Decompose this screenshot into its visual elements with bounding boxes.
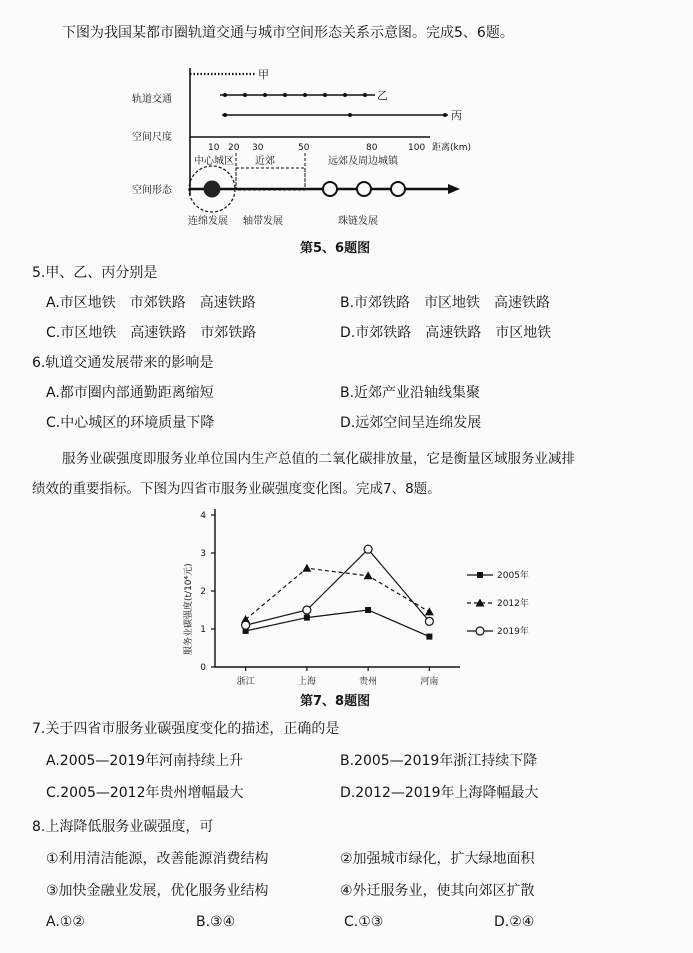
q5-option-b[interactable]: B.市郊铁路 市区地铁 高速铁路 — [340, 295, 551, 311]
series-2 — [242, 545, 434, 629]
x-tick-label-0: 浙江 — [236, 677, 255, 685]
label-yi: 乙 — [377, 89, 388, 102]
rail-transit-diagram — [130, 60, 490, 235]
q8-option-d[interactable]: D.②④ — [494, 914, 535, 930]
q7-stem: 7.关于四省市服务业碳强度变化的描述，正确的是 — [32, 721, 340, 737]
axis-band-box — [236, 168, 305, 190]
x-tick-label-1: 上海 — [297, 677, 316, 685]
x-tick-label-3: 河南 — [420, 677, 439, 685]
center-city-node — [204, 181, 221, 198]
chart-axes — [200, 509, 460, 685]
point-1-1 — [302, 564, 311, 572]
q8-stem: 8.上海降低服务业碳强度，可 — [32, 819, 214, 835]
point-0-3 — [426, 634, 432, 640]
chart-ylabel: 服务业碳强度(t/10⁴元) — [184, 563, 194, 655]
legend-marker-2 — [476, 627, 484, 635]
y-tick-label: 4 — [200, 511, 206, 521]
legend-label-2: 2019年 — [497, 627, 529, 637]
distance-label: 距离(km) — [432, 143, 472, 153]
q5-option-c[interactable]: C.市区地铁 高速铁路 市郊铁路 — [46, 325, 257, 341]
chart-series — [241, 545, 434, 639]
q8-item-2: ②加强城市绿化，扩大绿地面积 — [340, 851, 535, 867]
series-0 — [243, 607, 433, 640]
row-label-rail: 轨道交通 — [132, 94, 172, 105]
tick-50: 50 — [298, 143, 310, 153]
q6-option-a[interactable]: A.都市圈内部通勤距离缩短 — [46, 385, 214, 401]
point-0-2 — [365, 607, 371, 613]
point-2-3 — [425, 617, 433, 625]
q8-option-b[interactable]: B.③④ — [196, 914, 236, 930]
q5-stem: 5.甲、乙、丙分别是 — [32, 265, 158, 281]
chart-caption: 第7、8题图 — [300, 694, 371, 709]
y-tick-label: 1 — [200, 625, 206, 635]
form-arrowhead — [448, 184, 460, 194]
tick-30: 30 — [252, 143, 264, 153]
row-label-scale: 空间尺度 — [132, 132, 172, 143]
carbon-intensity-chart — [175, 505, 565, 685]
q5-option-a[interactable]: A.市区地铁 市郊铁路 高速铁路 — [46, 295, 256, 311]
series-line-0 — [246, 610, 430, 637]
row-label-form: 空间形态 — [132, 185, 172, 196]
x-tick-label-2: 贵州 — [359, 677, 378, 685]
intro-7-8-line1: 服务业碳强度即服务业单位国内生产总值的二氧化碳排放量，它是衡量区域服务业减排 — [62, 451, 575, 467]
chart-legend — [467, 569, 529, 637]
intro-5-6: 下图为我国某都市圈轨道交通与城市空间形态关系示意图。完成5、6题。 — [62, 25, 514, 41]
y-tick-label: 0 — [200, 663, 206, 673]
tick-20: 20 — [228, 143, 240, 153]
point-2-1 — [303, 606, 311, 614]
y-tick-label: 2 — [200, 587, 206, 597]
q7-option-d[interactable]: D.2012—2019年上海降幅最大 — [340, 785, 539, 801]
legend-label-0: 2005年 — [497, 571, 529, 581]
y-tick-label: 3 — [200, 549, 206, 559]
legend-label-1: 2012年 — [497, 599, 529, 609]
label-jia: 甲 — [258, 68, 269, 81]
q6-option-c[interactable]: C.中心城区的环境质量下降 — [46, 415, 215, 431]
point-2-2 — [364, 545, 372, 553]
diagram1-caption: 第5、6题图 — [300, 241, 371, 256]
q6-option-d[interactable]: D.远郊空间呈连绵发展 — [340, 415, 482, 431]
zone-center: 中心城区 — [194, 156, 234, 167]
q8-item-4: ④外迁服务业，使其向郊区扩散 — [340, 883, 535, 899]
q7-option-a[interactable]: A.2005—2019年河南持续上升 — [46, 753, 244, 769]
intro-7-8-line2: 绩效的重要指标。下图为四省市服务业碳强度变化图。完成7、8题。 — [32, 481, 441, 497]
q7-option-c[interactable]: C.2005—2012年贵州增幅最大 — [46, 785, 244, 801]
tick-80: 80 — [366, 143, 378, 153]
tick-100: 100 — [408, 143, 426, 153]
zone-far: 远郊及周边城镇 — [328, 156, 398, 167]
label-bing: 丙 — [451, 109, 462, 122]
point-2-0 — [242, 621, 250, 629]
q8-option-c[interactable]: C.①③ — [344, 914, 384, 930]
legend-marker-0 — [477, 572, 483, 578]
q5-option-d[interactable]: D.市郊铁路 高速铁路 市区地铁 — [340, 325, 552, 341]
point-0-1 — [304, 615, 310, 621]
point-1-2 — [364, 571, 373, 579]
q8-item-3: ③加快金融业发展，优化服务业结构 — [46, 883, 269, 899]
q6-stem: 6.轨道交通发展带来的影响是 — [32, 355, 214, 371]
zone-near: 近郊 — [255, 156, 275, 167]
pattern-chain: 珠链发展 — [338, 216, 378, 227]
series-line-1 — [246, 568, 430, 619]
q6-option-b[interactable]: B.近郊产业沿轴线集聚 — [340, 385, 481, 401]
q7-option-b[interactable]: B.2005—2019年浙江持续下降 — [340, 753, 538, 769]
pattern-continuous: 连绵发展 — [188, 216, 228, 227]
q8-item-1: ①利用清洁能源，改善能源消费结构 — [46, 851, 269, 867]
point-1-3 — [425, 607, 434, 615]
q8-option-a[interactable]: A.①② — [46, 914, 85, 930]
tick-10: 10 — [208, 143, 220, 153]
pattern-axial: 轴带发展 — [243, 216, 283, 227]
